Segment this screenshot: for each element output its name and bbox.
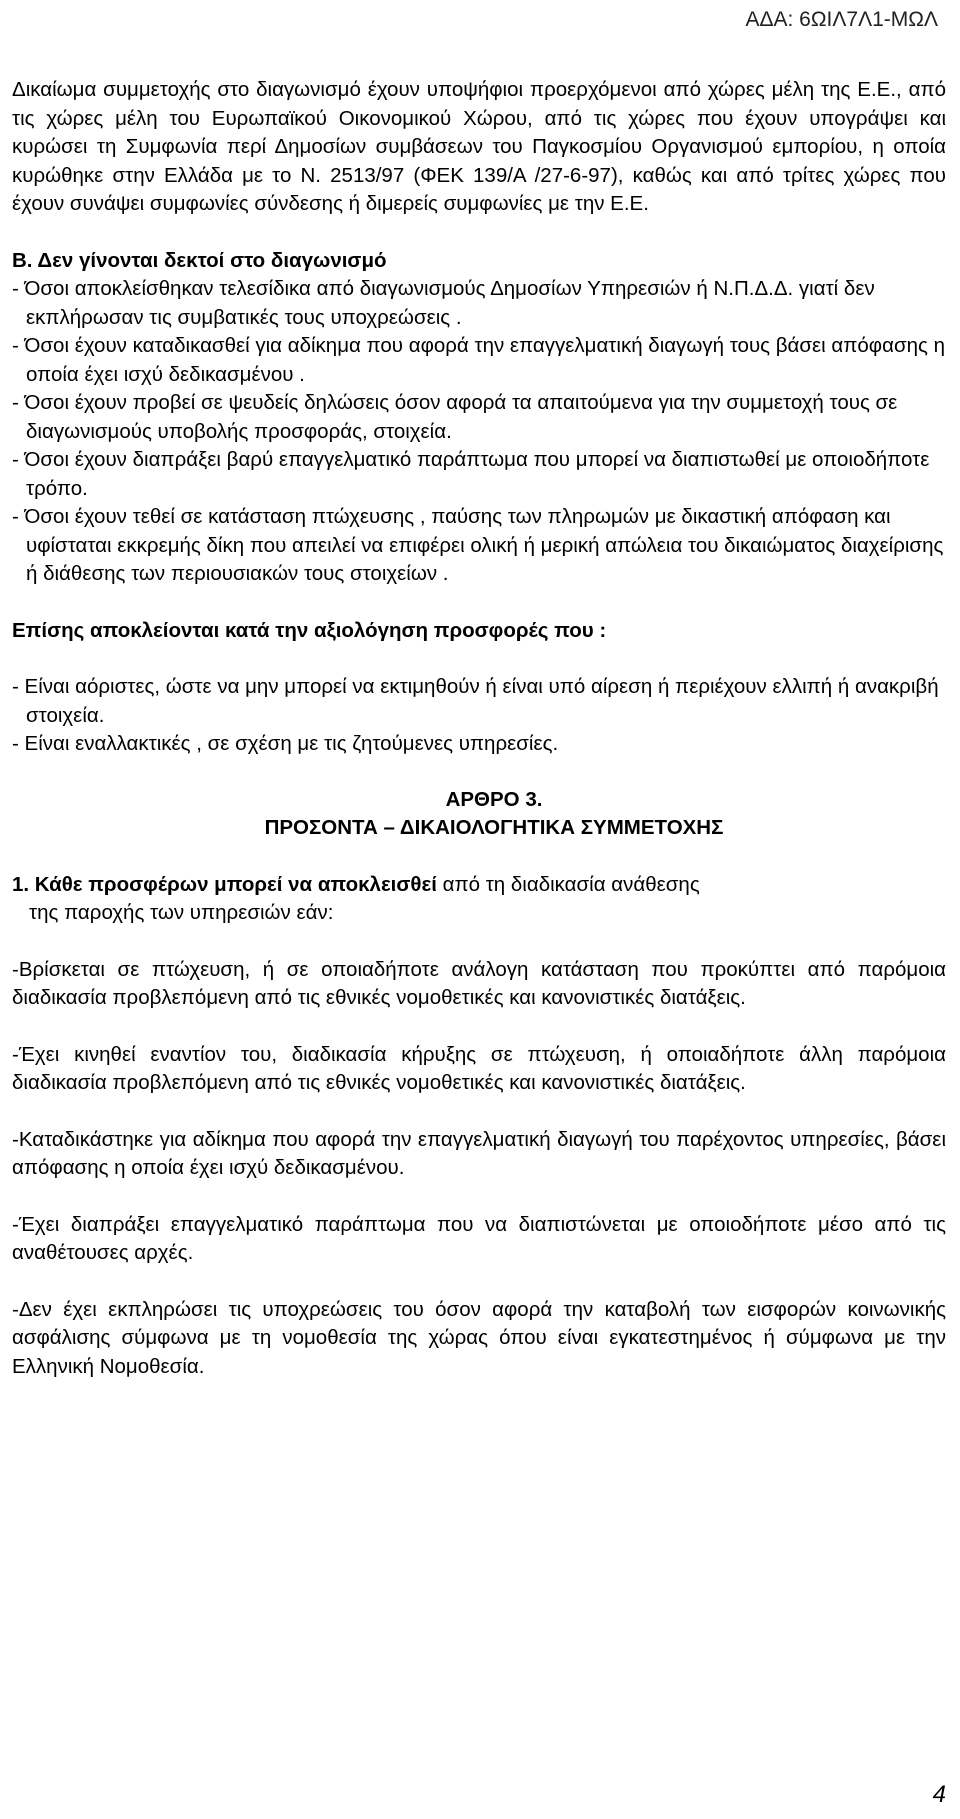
exclusion-heading: Επίσης αποκλείονται κατά την αξιολόγηση προσφορές που : xyxy=(12,618,607,642)
item-1 xyxy=(12,871,946,928)
list-item: - Όσοι έχουν καταδικασθεί για αδίκημα που αφορά την επαγγελματική διαγωγή τους βάσει απόφασης η οποία έχει ισχύ δεδικασμένου . xyxy=(12,334,945,386)
article-number: ΑΡΘΡΟ 3. xyxy=(445,787,543,811)
intro-paragraph: Δικαίωμα συμμετοχής στο διαγωνισμό έχουν υποψήφιοι προερχόμενοι από χώρες μέλη της Ε.Ε., από τις χώρες μέλη του Ευρωπαϊκού Οικονομικού Χώρου, από τις χώρες που έχουν υπογράψει και κυρώσει τη Συμφωνία περί Δημοσίων συμβάσεων του Παγκοσμίου Οργανισμού εμπορίου, η οποία κυρώθηκε στην Ελλάδα με το Ν. 2513/97 (ΦΕΚ 139/Α /27-6-97), καθώς και από τρίτες χώρες που έχουν συνάψει συμφωνίες σύνδεσης ή διμερείς συμφωνίες με την Ε.Ε. xyxy=(12,78,946,215)
list-item: - Είναι αόριστες, ώστε να μην μπορεί να εκτιμηθούν ή είναι υπό αίρεση ή περιέχουν ελλιπή ή ανακριβή στοιχεία. xyxy=(12,675,939,727)
list-item: - Όσοι έχουν τεθεί σε κατάσταση πτώχευσης , παύσης των πληρωμών με δικαστική απόφαση και υφίσταται εκκρεμής δίκη που απειλεί να επιφέρει ολική ή μερική απώλεια του δικαιώματος διαχείρισης ή διάθεσης των περιουσιακών τους στοιχείων . xyxy=(12,505,944,585)
section-b-list xyxy=(12,275,946,589)
list-item: - Όσοι έχουν προβεί σε ψευδείς δηλώσεις όσον αφορά τα απαιτούμενα για την συμμετοχή τους σε διαγωνισμούς υποβολής προσφοράς, στοιχεία. xyxy=(12,391,898,443)
document-body xyxy=(12,76,946,1409)
list-item: - Είναι εναλλακτικές , σε σχέση με τις ζητούμενες υπηρεσίες. xyxy=(12,732,559,755)
clause-paragraph: -Καταδικάστηκε για αδίκημα που αφορά την επαγγελματική διαγωγή του παρέχοντος υπηρεσίες, βάσει απόφασης η οποία έχει ισχύ δεδικασμένου. xyxy=(12,1127,946,1179)
exclusion-list xyxy=(12,673,946,759)
clause-paragraph: -Βρίσκεται σε πτώχευση, ή σε οποιαδήποτε ανάλογη κατάσταση που προκύπτει από παρόμοια διαδικασία προβλεπόμενη από τις εθνικές νομοθετικές και κανονιστικές διατάξεις. xyxy=(12,957,946,1009)
clause-paragraph: -Έχει διαπράξει επαγγελματικό παράπτωμα που να διαπιστώνεται με οποιοδήποτε μέσο από τις αναθέτουσες αρχές. xyxy=(12,1212,946,1264)
section-b-heading: Β. Δεν γίνονται δεκτοί στο διαγωνισμό xyxy=(12,248,387,272)
ada-header-code: ΑΔΑ: 6ΩΙΛ7Λ1-ΜΩΛ xyxy=(745,8,938,31)
item-1-continuation: της παροχής των υπηρεσιών εάν: xyxy=(29,901,334,924)
list-item: - Όσοι αποκλείσθηκαν τελεσίδικα από διαγωνισμούς Δημοσίων Υπηρεσιών ή Ν.Π.Δ.Δ. γιατί δεν εκπλήρωσαν τις συμβατικές τους υποχρεώσεις . xyxy=(12,277,875,329)
article-title: ΠΡΟΣΟΝΤΑ – ΔΙΚΑΙΟΛΟΓΗΤΙΚΑ ΣΥΜΜΕΤΟΧΗΣ xyxy=(264,816,724,839)
list-item: - Όσοι έχουν διαπράξει βαρύ επαγγελματικό παράπτωμα που μπορεί να διαπιστωθεί με οποιοδήποτε τρόπο. xyxy=(12,448,930,500)
item-1-text: από τη διαδικασία ανάθεσης xyxy=(436,872,700,896)
clause-paragraph: -Δεν έχει εκπληρώσει τις υποχρεώσεις του όσον αφορά την καταβολή των εισφορών κοινωνικής ασφάλισης σύμφωνα με τη νομοθεσία της χώρας όπου είναι εγκατεστημένος ή σύμφωνα με την Ελληνική Νομοθεσία. xyxy=(12,1297,946,1378)
clause-paragraph: -Έχει κινηθεί εναντίον του, διαδικασία κήρυξης σε πτώχευση, ή οποιαδήποτε άλλη παρόμοια διαδικασία προβλεπόμενη από τις εθνικές νομοθετικές και κανονιστικές διατάξεις. xyxy=(12,1042,946,1094)
page-number: 4 xyxy=(932,1780,946,1808)
item-1-lead: 1. Κάθε προσφέρων μπορεί να αποκλεισθεί xyxy=(12,872,437,896)
